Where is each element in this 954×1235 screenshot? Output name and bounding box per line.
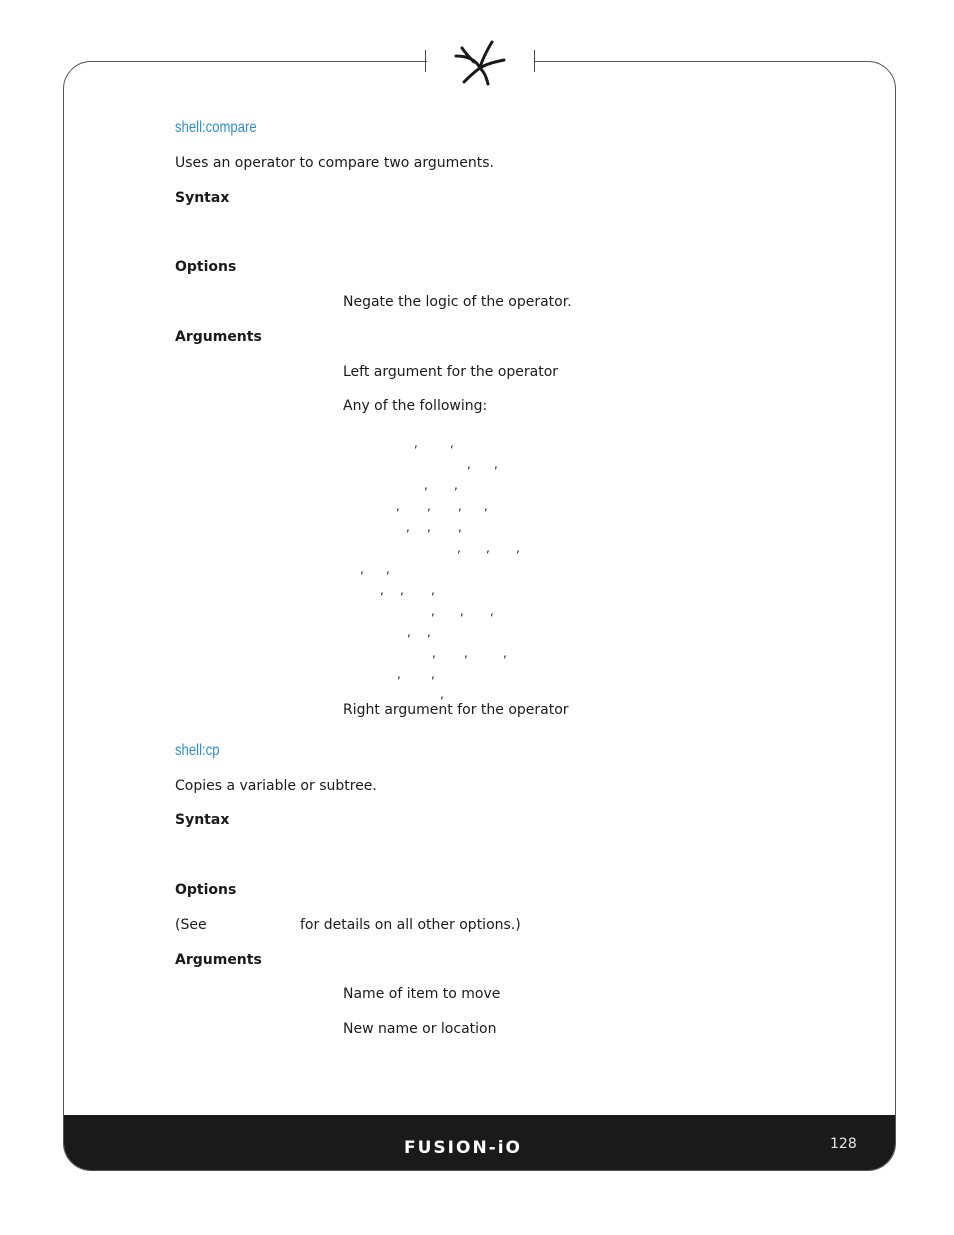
operator-list-separator: , <box>454 478 458 492</box>
options-note-suffix: for details on all other options.) <box>300 917 521 933</box>
operator-list-separator: , <box>427 625 431 639</box>
operator-list-separator: , <box>503 646 507 660</box>
operator-list-separator: , <box>414 436 418 450</box>
shell-cp-syntax-label: Syntax <box>175 812 230 828</box>
operator-list-separator: , <box>380 583 384 597</box>
arg-source-description: Name of item to move <box>343 986 501 1002</box>
operator-list-separator: , <box>490 604 494 618</box>
brand-wordmark: FUSION-iO <box>404 1138 522 1158</box>
operator-list-separator: , <box>458 499 462 513</box>
arg-left-description: Left argument for the operator <box>343 364 559 380</box>
operator-list-separator: , <box>467 457 471 471</box>
operator-list-separator: , <box>486 541 490 555</box>
operator-list-separator: , <box>464 646 468 660</box>
operator-list-separator: , <box>424 478 428 492</box>
options-note-prefix: (See <box>175 917 207 933</box>
shell-compare-syntax-label: Syntax <box>175 190 230 206</box>
operator-list-separator: , <box>396 499 400 513</box>
section-title-shell-cp: shell:cp <box>175 742 220 759</box>
operator-list-separator: , <box>431 604 435 618</box>
operator-list-separator: , <box>431 583 435 597</box>
shell-cp-description: Copies a variable or subtree. <box>175 778 377 794</box>
operator-list-separator: , <box>457 541 461 555</box>
page-number: 128 <box>830 1136 857 1152</box>
operator-list-separator: , <box>484 499 488 513</box>
shell-cp-arguments-label: Arguments <box>175 952 262 968</box>
operator-list-separator: , <box>440 687 444 701</box>
operator-list-separator: , <box>432 646 436 660</box>
option-negate-description: Negate the logic of the operator. <box>343 294 572 310</box>
page-frame <box>63 61 896 1171</box>
operator-list-separator: , <box>400 583 404 597</box>
arg-right-description: Right argument for the operator <box>343 702 569 718</box>
header-divider-right <box>534 50 535 72</box>
operator-list-separator: , <box>450 436 454 450</box>
fusion-io-brand-logo <box>404 1136 556 1158</box>
operator-list-separator: , <box>460 604 464 618</box>
shell-compare-options-label: Options <box>175 259 237 275</box>
operator-list-separator: , <box>494 457 498 471</box>
operator-list-separator: , <box>427 520 431 534</box>
shell-compare-description: Uses an operator to compare two arguments. <box>175 155 495 171</box>
section-title-shell-compare: shell:compare <box>175 119 257 136</box>
shell-compare-arguments-label: Arguments <box>175 329 262 345</box>
shell-cp-options-label: Options <box>175 882 237 898</box>
fusion-io-star-logo-icon <box>452 38 506 86</box>
arg-dest-description: New name or location <box>343 1021 497 1037</box>
operator-list-separator: , <box>360 562 364 576</box>
operator-list-separator: , <box>406 520 410 534</box>
header-divider-left <box>425 50 426 72</box>
operator-list-separator: , <box>516 541 520 555</box>
operator-list-separator: , <box>458 520 462 534</box>
operator-list-separator: , <box>386 562 390 576</box>
operator-list-separator: , <box>431 667 435 681</box>
arg-operator-description: Any of the following: <box>343 398 488 414</box>
operator-list-separator: , <box>407 625 411 639</box>
operator-list-separator: , <box>427 499 431 513</box>
operator-list-separator: , <box>397 667 401 681</box>
